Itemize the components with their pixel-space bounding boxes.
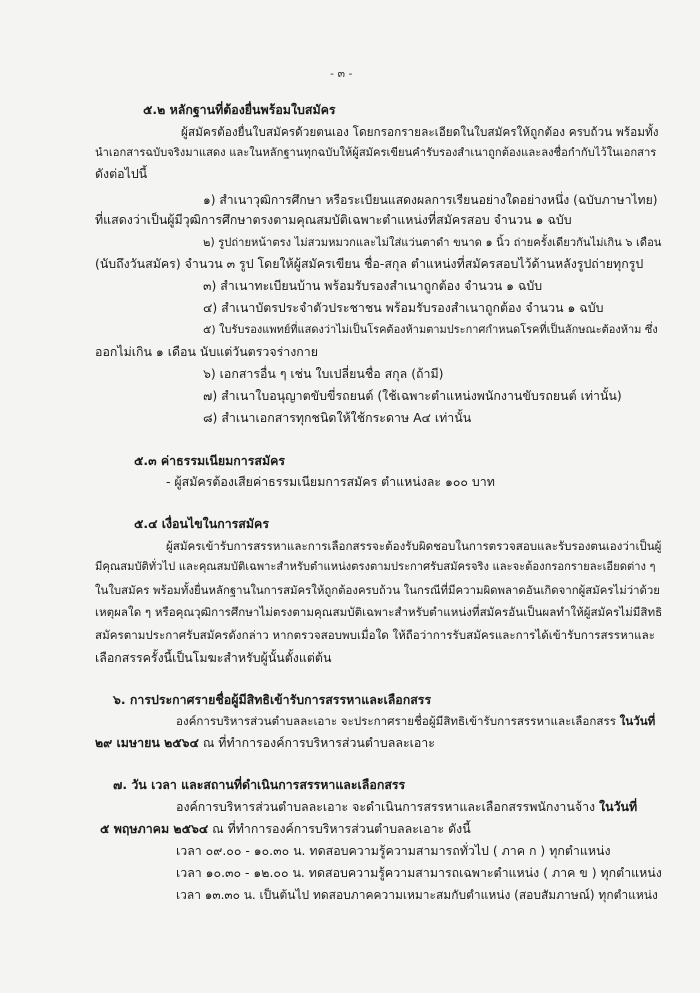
- paragraph-line: ผู้สมัครต้องยื่นใบสมัครด้วยตนเอง โดยกรอกรายละเอียดในใบสมัครให้ถูกต้อง ครบถ้วน พร้อมทั้ง: [181, 125, 659, 139]
- paragraph-line: [176, 711, 655, 731]
- list-item: ๘) สำเนาเอกสารทุกชนิดให้ใช้กระดาษ A๔ เท่านั้น: [203, 410, 472, 425]
- exam-date-label: ในวันที่: [599, 799, 638, 814]
- list-item: ๖) เอกสารอื่น ๆ เช่น ใบเปลี่ยนชื่อ สกุล (ถ้ามี): [203, 366, 444, 381]
- list-item-continued: ที่แสดงว่าเป็นผู้มีวุฒิการศึกษาตรงตามคุณสมบัติเฉพาะตำแหน่งที่สมัครสอบ จำนวน ๑ ฉบับ: [95, 212, 572, 227]
- list-item: ๑) สำเนาวุฒิการศึกษา หรือระเบียนแสดงผลการเรียนอย่างใดอย่างหนึ่ง (ฉบับภาษาไทย): [203, 193, 658, 207]
- schedule-item: เวลา ๐๙.๐๐ - ๑๐.๓๐ น. ทดสอบความรู้ความสามารถทั่วไป ( ภาค ก ) ทุกตำแหน่ง: [176, 843, 611, 858]
- schedule-item: เวลา ๑๓.๓๐ น. เป็นต้นไป ทดสอบภาคความเหมาะสมกับตำแหน่ง (สอบสัมภาษณ์) ทุกตำแหน่ง: [176, 888, 658, 902]
- paragraph-line: - ผู้สมัครต้องเสียค่าธรรมเนียมการสมัคร ตำแหน่งละ ๑๐๐ บาท: [166, 474, 495, 489]
- list-item: ๗) สำเนาใบอนุญาตขับขี่รถยนต์ (ใช้เฉพาะตำแหน่งพนักงานขับรถยนต์ เท่านั้น): [203, 388, 622, 403]
- paragraph-line: ผู้สมัครเข้ารับการสรรหาและการเลือกสรรจะต้องรับผิดชอบในการตรวจสอบและรับรองตนเองว่าเป็นผู้: [166, 539, 662, 553]
- list-item: ๓) สำเนาทะเบียนบ้าน พร้อมรับรองสำเนาถูกต้อง จำนวน ๑ ฉบับ: [203, 278, 543, 293]
- announcement-location: ณ ที่ทำการองค์การบริหารส่วนตำบลละเอาะ: [198, 735, 435, 750]
- exam-date: ๕ พฤษภาคม ๒๕๖๔: [100, 821, 209, 836]
- paragraph-line: [95, 733, 435, 753]
- list-item: ๔) สำเนาบัตรประจำตัวประชาชน พร้อมรับรองสำเนาถูกต้อง จำนวน ๑ ฉบับ: [203, 300, 604, 315]
- section-7-heading: ๗. วัน เวลา และสถานที่ดำเนินการสรรหาและเลือกสรร: [113, 777, 406, 792]
- section-5-3-heading: ๕.๓ ค่าธรรมเนียมการสมัคร: [134, 453, 286, 468]
- announcement-date: ๒๙ เมษายน ๒๕๖๔: [95, 735, 199, 750]
- paragraph-line: ดังต่อไปนี้: [95, 166, 148, 181]
- page-number: - ๓ -: [330, 67, 353, 80]
- exam-location: ณ ที่ทำการองค์การบริหารส่วนตำบลละเอาะ ดังนี้: [208, 821, 471, 836]
- exam-text: องค์การบริหารส่วนตำบลละเอาะ จะดำเนินการสรรหาและเลือกสรรพนักงานจ้าง: [176, 799, 600, 814]
- section-5-2-heading: ๕.๒ หลักฐานที่ต้องยื่นพร้อมใบสมัคร: [143, 102, 336, 117]
- paragraph-line: มีคุณสมบัติทั่วไป และคุณสมบัติเฉพาะสำหรับตำแหน่งตรงตามประกาศรับสมัครจริง และจะต้องกรอกรายละเอียดต่าง ๆ: [95, 560, 656, 573]
- section-6-heading: ๖. การประกาศรายชื่อผู้มีสิทธิเข้ารับการสรรหาและเลือกสรร: [113, 692, 432, 707]
- section-5-4-heading: ๕.๔ เงื่อนไขในการสมัคร: [134, 516, 269, 531]
- announcement-text: องค์การบริหารส่วนตำบลละเอาะ จะประกาศรายชื่อผู้มีสิทธิเข้ารับการสรรหาและเลือกสรร: [176, 714, 620, 728]
- list-item-continued: ออกไม่เกิน ๑ เดือน นับแต่วันตรวจร่างกาย: [95, 344, 318, 359]
- paragraph-line: เลือกสรรครั้งนี้เป็นโมฆะสำหรับผู้นั้นตั้งแต่ต้น: [95, 650, 332, 665]
- schedule-item: เวลา ๑๐.๓๐ - ๑๒.๐๐ น. ทดสอบความรู้ความสามารถเฉพาะตำแหน่ง ( ภาค ข ) ทุกตำแหน่ง: [176, 865, 662, 880]
- list-item-continued: (นับถึงวันสมัคร) จำนวน ๓ รูป โดยให้ผู้สมัครเขียน ชื่อ-สกุล ตำแหน่งที่สมัครสอบไว้ด้านหลังรูปถ่ายทุกรูป: [95, 256, 644, 271]
- list-item: ๒) รูปถ่ายหน้าตรง ไม่สวมหมวกและไม่ใส่แว่นตาดำ ขนาด ๑ นิ้ว ถ่ายครั้งเดียวกันไม่เกิน ๖ เดือน: [203, 236, 662, 249]
- paragraph-line: [176, 797, 637, 817]
- paragraph-line: [100, 819, 471, 839]
- paragraph-line: ในใบสมัคร พร้อมทั้งยื่นหลักฐานในการสมัครให้ถูกต้องครบถ้วน ในกรณีที่มีความผิดพลาดอันเกิดจากผู้สมัครไม่ว่าด้วย: [95, 583, 660, 597]
- paragraph-line: สมัครตามประกาศรับสมัครดังกล่าว หากตรวจสอบพบเมื่อใด ให้ถือว่าการรับสมัครและการได้เข้ารับการสรรหาและ: [95, 628, 655, 642]
- list-item: ๕) ใบรับรองแพทย์ที่แสดงว่าไม่เป็นโรคต้องห้ามตามประกาศกำหนดโรคที่เป็นลักษณะต้องห้าม ซึ่ง: [203, 323, 658, 336]
- paragraph-line: นำเอกสารฉบับจริงมาแสดง และในหลักฐานทุกฉบับให้ผู้สมัครเขียนคำรับรองสำเนาถูกต้องและลงชื่อกำกับไว้ในเอกสาร: [95, 146, 657, 159]
- paragraph-line: เหตุผลใด ๆ หรือคุณวุฒิการศึกษาไม่ตรงตามคุณสมบัติเฉพาะสำหรับตำแหน่งที่สมัครอันเป็นผลทำให้ผู้สมัครไม่มีสิทธิ: [95, 605, 663, 619]
- announcement-date-label: ในวันที่: [619, 714, 656, 728]
